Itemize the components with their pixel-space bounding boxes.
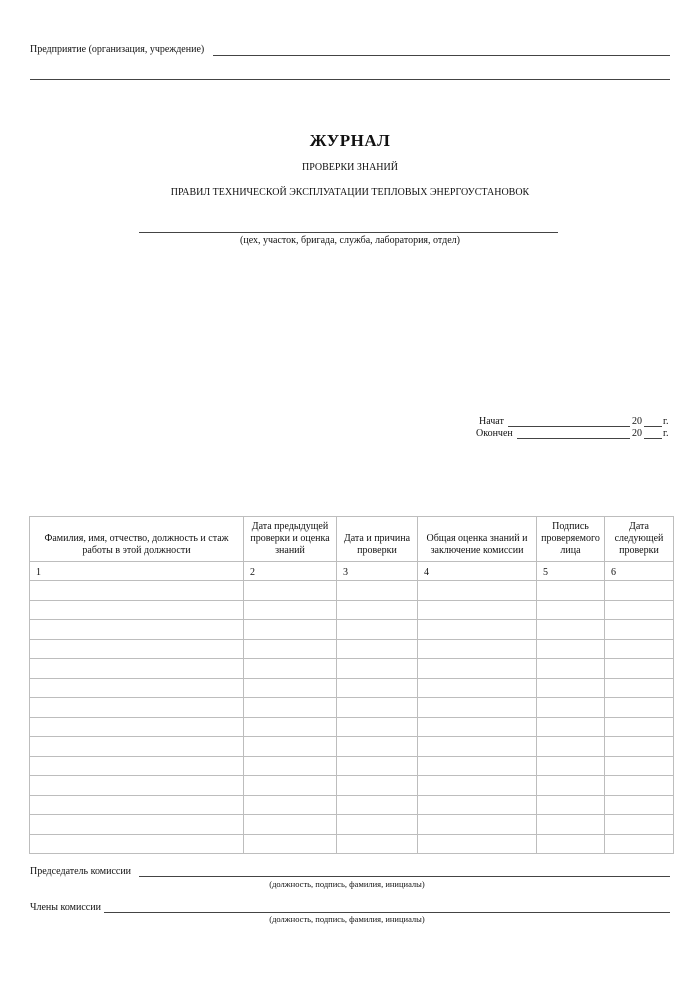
table-cell[interactable] <box>537 678 605 698</box>
table-cell[interactable] <box>418 776 537 796</box>
finished-date-line <box>517 438 630 439</box>
table-row <box>30 737 674 757</box>
column-number: 3 <box>337 562 418 581</box>
table-cell[interactable] <box>537 834 605 854</box>
column-number: 6 <box>605 562 674 581</box>
table-cell[interactable] <box>605 737 674 757</box>
table-row <box>30 678 674 698</box>
finished-label: Окончен <box>476 428 513 439</box>
table-row <box>30 834 674 854</box>
table-row <box>30 581 674 601</box>
column-header-assessment: Общая оценка знаний и заключение комиссии <box>418 517 537 562</box>
column-header-signature: Подпись проверяемого лица <box>537 517 605 562</box>
table-cell[interactable] <box>537 756 605 776</box>
table-cell[interactable] <box>418 834 537 854</box>
document-subtitle-2: ПРАВИЛ ТЕХНИЧЕСКОЙ ЭКСПЛУАТАЦИИ ТЕПЛОВЫХ ЭНЕРГОУСТАНОВОК <box>170 187 530 198</box>
table-cell[interactable] <box>337 698 418 718</box>
finished-year-suffix: г. <box>663 428 669 439</box>
table-cell[interactable] <box>244 756 337 776</box>
table-row <box>30 639 674 659</box>
table-cell[interactable] <box>605 600 674 620</box>
enterprise-name-line <box>213 55 670 56</box>
table-cell[interactable] <box>337 639 418 659</box>
table-cell[interactable] <box>418 659 537 679</box>
document-subtitle-1: ПРОВЕРКИ ЗНАНИЙ <box>302 162 398 173</box>
table-cell[interactable] <box>537 639 605 659</box>
table-cell[interactable] <box>418 737 537 757</box>
table-cell[interactable] <box>418 795 537 815</box>
enterprise-label: Предприятие (организация, учреждение) <box>30 44 205 55</box>
table-cell[interactable] <box>605 815 674 835</box>
table-cell[interactable] <box>337 737 418 757</box>
table-cell[interactable] <box>244 776 337 796</box>
table-cell[interactable] <box>244 717 337 737</box>
table-cell[interactable] <box>418 756 537 776</box>
table-cell[interactable] <box>337 581 418 601</box>
table-row <box>30 717 674 737</box>
table-cell[interactable] <box>605 834 674 854</box>
table-cell[interactable] <box>537 795 605 815</box>
table-cell[interactable] <box>30 737 244 757</box>
column-header-next-check: Дата следующей проверки <box>605 517 674 562</box>
table-cell[interactable] <box>30 639 244 659</box>
table-cell[interactable] <box>418 600 537 620</box>
table-cell[interactable] <box>605 678 674 698</box>
table-cell[interactable] <box>30 659 244 679</box>
table-cell[interactable] <box>418 717 537 737</box>
table-cell[interactable] <box>418 581 537 601</box>
table-cell[interactable] <box>244 639 337 659</box>
table-row <box>30 776 674 796</box>
column-number: 4 <box>418 562 537 581</box>
finished-year-line <box>644 438 662 439</box>
table-cell[interactable] <box>337 756 418 776</box>
table-cell[interactable] <box>537 717 605 737</box>
table-cell[interactable] <box>605 776 674 796</box>
table-cell[interactable] <box>244 834 337 854</box>
table-cell[interactable] <box>537 581 605 601</box>
column-header-check-reason: Дата и причина проверки <box>337 517 418 562</box>
table-cell[interactable] <box>337 815 418 835</box>
table-cell[interactable] <box>30 600 244 620</box>
chairman-label: Председатель комиссии <box>30 866 132 877</box>
table-cell[interactable] <box>418 698 537 718</box>
table-cell[interactable] <box>537 815 605 835</box>
table-cell[interactable] <box>418 620 537 640</box>
table-cell[interactable] <box>337 659 418 679</box>
table-cell[interactable] <box>337 600 418 620</box>
table-cell[interactable] <box>244 581 337 601</box>
column-header-previous-check: Дата предыдущей проверки и оценка знаний <box>244 517 337 562</box>
table-cell[interactable] <box>605 620 674 640</box>
table-cell[interactable] <box>244 620 337 640</box>
table-cell[interactable] <box>30 795 244 815</box>
column-header-name: Фамилия, имя, отчество, должность и стаж работы в этой должности <box>30 517 244 562</box>
table-cell[interactable] <box>605 717 674 737</box>
table-row <box>30 756 674 776</box>
table-row <box>30 659 674 679</box>
table-cell[interactable] <box>418 815 537 835</box>
column-number: 2 <box>244 562 337 581</box>
table-cell[interactable] <box>30 678 244 698</box>
table-cell[interactable] <box>337 834 418 854</box>
table-row <box>30 600 674 620</box>
table-cell[interactable] <box>244 815 337 835</box>
column-number-row <box>30 562 674 581</box>
table-cell[interactable] <box>30 834 244 854</box>
table-cell[interactable] <box>244 678 337 698</box>
started-year-suffix: г. <box>663 416 669 427</box>
table-cell[interactable] <box>537 737 605 757</box>
started-date-line <box>508 426 630 427</box>
table-cell[interactable] <box>537 698 605 718</box>
started-label: Начат <box>479 416 504 427</box>
table-cell[interactable] <box>605 795 674 815</box>
started-year-line <box>644 426 662 427</box>
table-cell[interactable] <box>337 717 418 737</box>
table-cell[interactable] <box>30 756 244 776</box>
table-cell[interactable] <box>537 659 605 679</box>
table-cell[interactable] <box>244 698 337 718</box>
table-row <box>30 620 674 640</box>
started-year-prefix: 20 <box>632 416 642 427</box>
table-cell[interactable] <box>418 639 537 659</box>
enterprise-second-line <box>30 79 670 80</box>
table-cell[interactable] <box>418 678 537 698</box>
table-cell[interactable] <box>537 600 605 620</box>
chairman-line <box>139 876 670 877</box>
table-cell[interactable] <box>30 776 244 796</box>
table-cell[interactable] <box>605 639 674 659</box>
table-row <box>30 698 674 718</box>
table-cell[interactable] <box>244 795 337 815</box>
table-cell[interactable] <box>605 581 674 601</box>
table-cell[interactable] <box>30 620 244 640</box>
column-number: 5 <box>537 562 605 581</box>
table-cell[interactable] <box>244 659 337 679</box>
table-cell[interactable] <box>537 776 605 796</box>
table-cell[interactable] <box>244 737 337 757</box>
table-row <box>30 815 674 835</box>
table-cell[interactable] <box>30 717 244 737</box>
chairman-caption: (должность, подпись, фамилия, инициалы) <box>269 879 425 889</box>
column-number: 1 <box>30 562 244 581</box>
members-label: Члены комиссии <box>30 902 101 913</box>
table-cell[interactable] <box>244 600 337 620</box>
table-cell[interactable] <box>605 659 674 679</box>
table-cell[interactable] <box>605 698 674 718</box>
members-line <box>104 912 670 913</box>
unit-caption: (цех, участок, бригада, служба, лаборатория, отдел) <box>240 235 460 246</box>
table-cell[interactable] <box>337 678 418 698</box>
table-cell[interactable] <box>30 815 244 835</box>
finished-year-prefix: 20 <box>632 428 642 439</box>
table-header-row <box>30 517 674 562</box>
document-title: ЖУРНАЛ <box>309 131 391 150</box>
journal-table <box>29 516 674 854</box>
members-caption: (должность, подпись, фамилия, инициалы) <box>269 914 425 924</box>
table-cell[interactable] <box>30 581 244 601</box>
table-cell[interactable] <box>605 756 674 776</box>
unit-name-line <box>139 232 558 233</box>
table-cell[interactable] <box>30 698 244 718</box>
table-row <box>30 795 674 815</box>
table-cell[interactable] <box>337 776 418 796</box>
table-cell[interactable] <box>337 620 418 640</box>
table-cell[interactable] <box>537 620 605 640</box>
table-cell[interactable] <box>337 795 418 815</box>
